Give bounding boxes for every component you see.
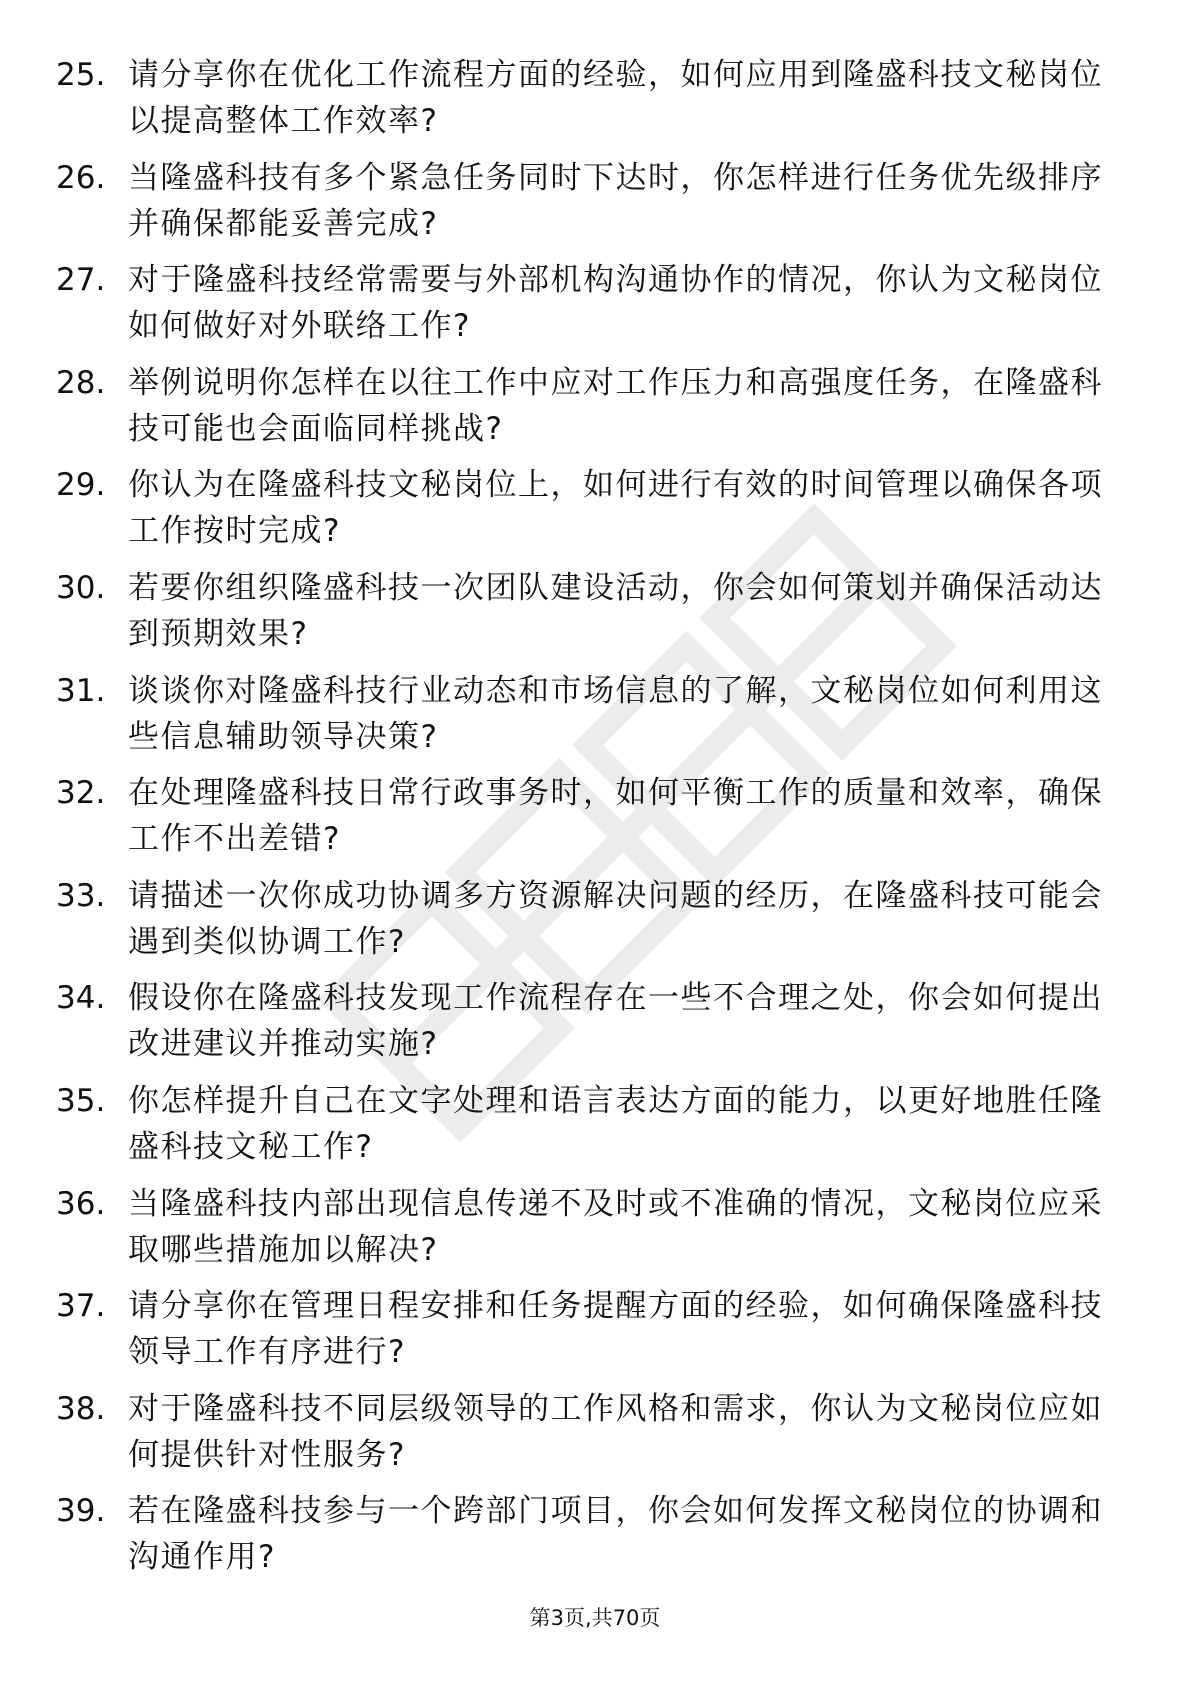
question-number: 28. (56, 364, 106, 401)
question-text: 若在隆盛科技参与一个跨部门项目，你会如何发挥文秘岗位的协调和沟通作用? (128, 1493, 1103, 1576)
question-item (56, 565, 1116, 668)
question-item (56, 1488, 1116, 1591)
question-text: 对于隆盛科技不同层级领导的工作风格和需求，你认为文秘岗位应如何提供针对性服务? (128, 1390, 1103, 1473)
question-text: 谈谈你对隆盛科技行业动态和市场信息的了解，文秘岗位如何利用这些信息辅助领导决策? (128, 672, 1103, 755)
question-text: 在处理隆盛科技日常行政事务时，如何平衡工作的质量和效率，确保工作不出差错? (128, 775, 1103, 858)
question-list (56, 52, 1116, 1591)
question-item (56, 873, 1116, 976)
question-item (56, 1386, 1116, 1489)
question-number: 30. (56, 569, 106, 606)
question-number: 27. (56, 262, 106, 299)
question-text: 请分享你在管理日程安排和任务提醒方面的经验，如何确保隆盛科技领导工作有序进行? (128, 1288, 1103, 1371)
question-item (56, 360, 1116, 463)
question-item (56, 1283, 1116, 1386)
question-item (56, 1078, 1116, 1181)
question-item (56, 668, 1116, 771)
question-text: 你认为在隆盛科技文秘岗位上，如何进行有效的时间管理以确保各项工作按时完成? (128, 467, 1103, 550)
question-text: 若要你组织隆盛科技一次团队建设活动，你会如何策划并确保活动达到预期效果? (128, 569, 1103, 652)
question-number: 31. (56, 672, 106, 709)
question-text: 你怎样提升自己在文字处理和语言表达方面的能力，以更好地胜任隆盛科技文秘工作? (128, 1082, 1103, 1165)
question-item (56, 1181, 1116, 1284)
question-item (56, 770, 1116, 873)
question-text: 当隆盛科技内部出现信息传递不及时或不准确的情况，文秘岗位应采取哪些措施加以解决? (128, 1185, 1103, 1268)
question-number: 37. (56, 1288, 106, 1325)
question-item (56, 257, 1116, 360)
question-number: 26. (56, 159, 106, 196)
question-item (56, 155, 1116, 258)
question-number: 34. (56, 980, 106, 1017)
page-footer: 第3页,共70页 (529, 1606, 661, 1630)
question-number: 36. (56, 1185, 106, 1222)
question-number: 33. (56, 877, 106, 914)
question-text: 请分享你在优化工作流程方面的经验，如何应用到隆盛科技文秘岗位以提高整体工作效率? (128, 57, 1103, 139)
question-text: 请描述一次你成功协调多方资源解决问题的经历，在隆盛科技可能会遇到类似协调工作? (128, 877, 1103, 960)
question-text: 举例说明你怎样在以往工作中应对工作压力和高强度任务，在隆盛科技可能也会面临同样挑战? (128, 364, 1103, 447)
question-text: 当隆盛科技有多个紧急任务同时下达时，你怎样进行任务优先级排序并确保都能妥善完成? (128, 159, 1103, 242)
question-number: 35. (56, 1082, 106, 1119)
question-number: 25. (56, 57, 106, 93)
question-item (56, 52, 1116, 155)
question-number: 38. (56, 1390, 106, 1427)
question-item (56, 462, 1116, 565)
question-number: 29. (56, 467, 106, 504)
question-text: 假设你在隆盛科技发现工作流程存在一些不合理之处，你会如何提出改进建议并推动实施? (128, 980, 1103, 1063)
question-text: 对于隆盛科技经常需要与外部机构沟通协作的情况，你认为文秘岗位如何做好对外联络工作? (128, 262, 1103, 345)
question-number: 39. (56, 1493, 106, 1530)
question-number: 32. (56, 775, 106, 812)
question-item (56, 975, 1116, 1078)
